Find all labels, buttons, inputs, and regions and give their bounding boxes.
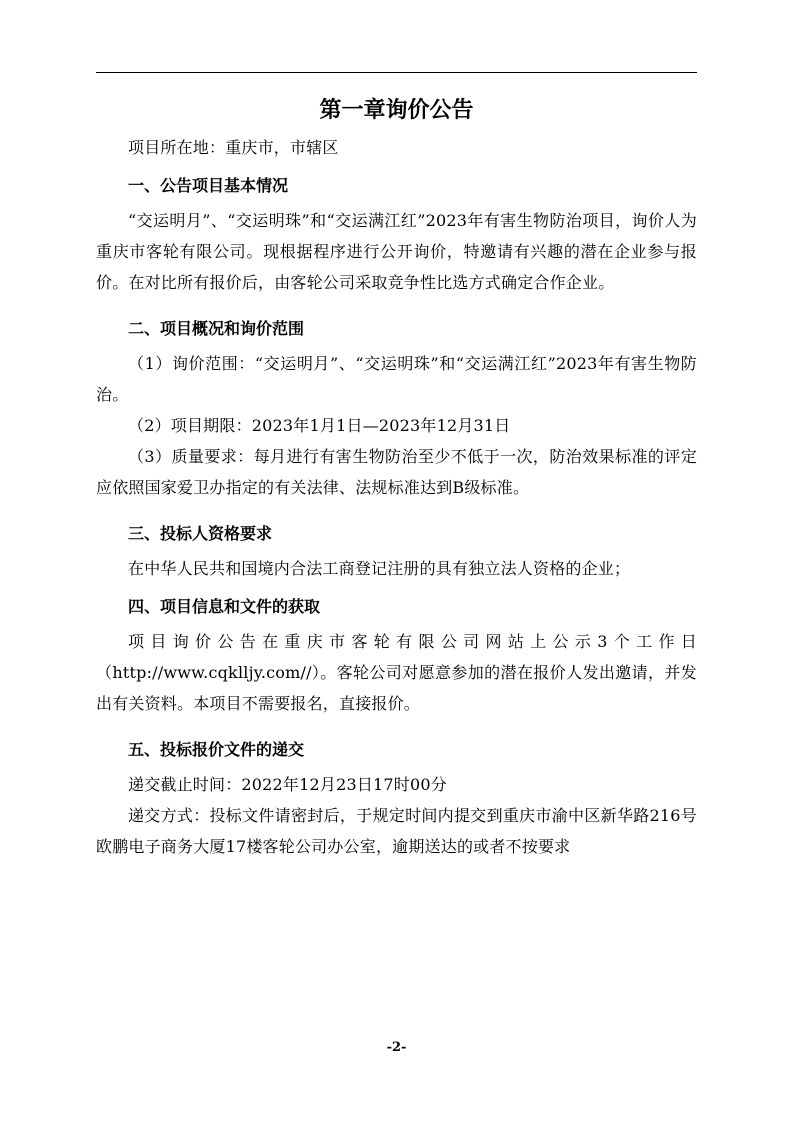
page-number: -2- [386,1040,407,1055]
section-1-paragraph: “交运明月”、“交运明珠”和“交运满江红”2023年有害生物防治项目，询价人为重庆市客轮有限公司。现根据程序进行公开询价，特邀请有兴趣的潜在企业参与报价。在对比所有报价后，由客轮公司采取竞争性比选方式确定合作企业。 [96,211,697,292]
section-heading-2: 二、项目概况和询价范围 [128,319,305,338]
section-5-deadline: 递交截止时间：2022年12月23日17时00分 [128,775,447,794]
section-heading-4: 四、项目信息和文件的获取 [128,597,321,616]
section-4-paragraph: 项目询价公告在重庆市客轮有限公司网站上公示3个工作日（http://www.cqklljy.com//）。客轮公司对愿意参加的潜在报价人发出邀请，并发出有关资料。本项目不需要报名，直接报价。 [96,632,697,713]
section-heading-5: 五、投标报价文件的递交 [128,740,305,759]
section-heading-1: 一、公告项目基本情况 [128,176,289,195]
section-heading-3: 三、投标人资格要求 [128,524,273,543]
document-page [96,90,697,862]
project-location: 项目所在地：重庆市，市辖区 [128,138,339,157]
section-3-paragraph: 在中华人民共和国境内合法工商登记注册的具有独立法人资格的企业； [128,559,631,578]
page-title: 第一章询价公告 [319,97,474,123]
section-2-project-term: （2）项目期限：2023年1月1日—2023年12月31日 [128,416,511,435]
header-rule [96,72,697,73]
section-2-inquiry-scope: （1）询价范围：“交运明月”、“交运明珠”和“交运满江红”2023年有害生物防治。 [96,354,697,404]
section-2-quality-requirement: （3）质量要求：每月进行有害生物防治至少不低于一次，防治效果标准的评定应依照国家爱卫办指定的有关法律、法规标准达到B级标准。 [96,447,697,497]
section-5-submission-method: 递交方式：投标文件请密封后，于规定时间内提交到重庆市渝中区新华路216号欧鹏电子商务大厦17楼客轮公司办公室，逾期送达的或者不按要求 [96,806,697,856]
